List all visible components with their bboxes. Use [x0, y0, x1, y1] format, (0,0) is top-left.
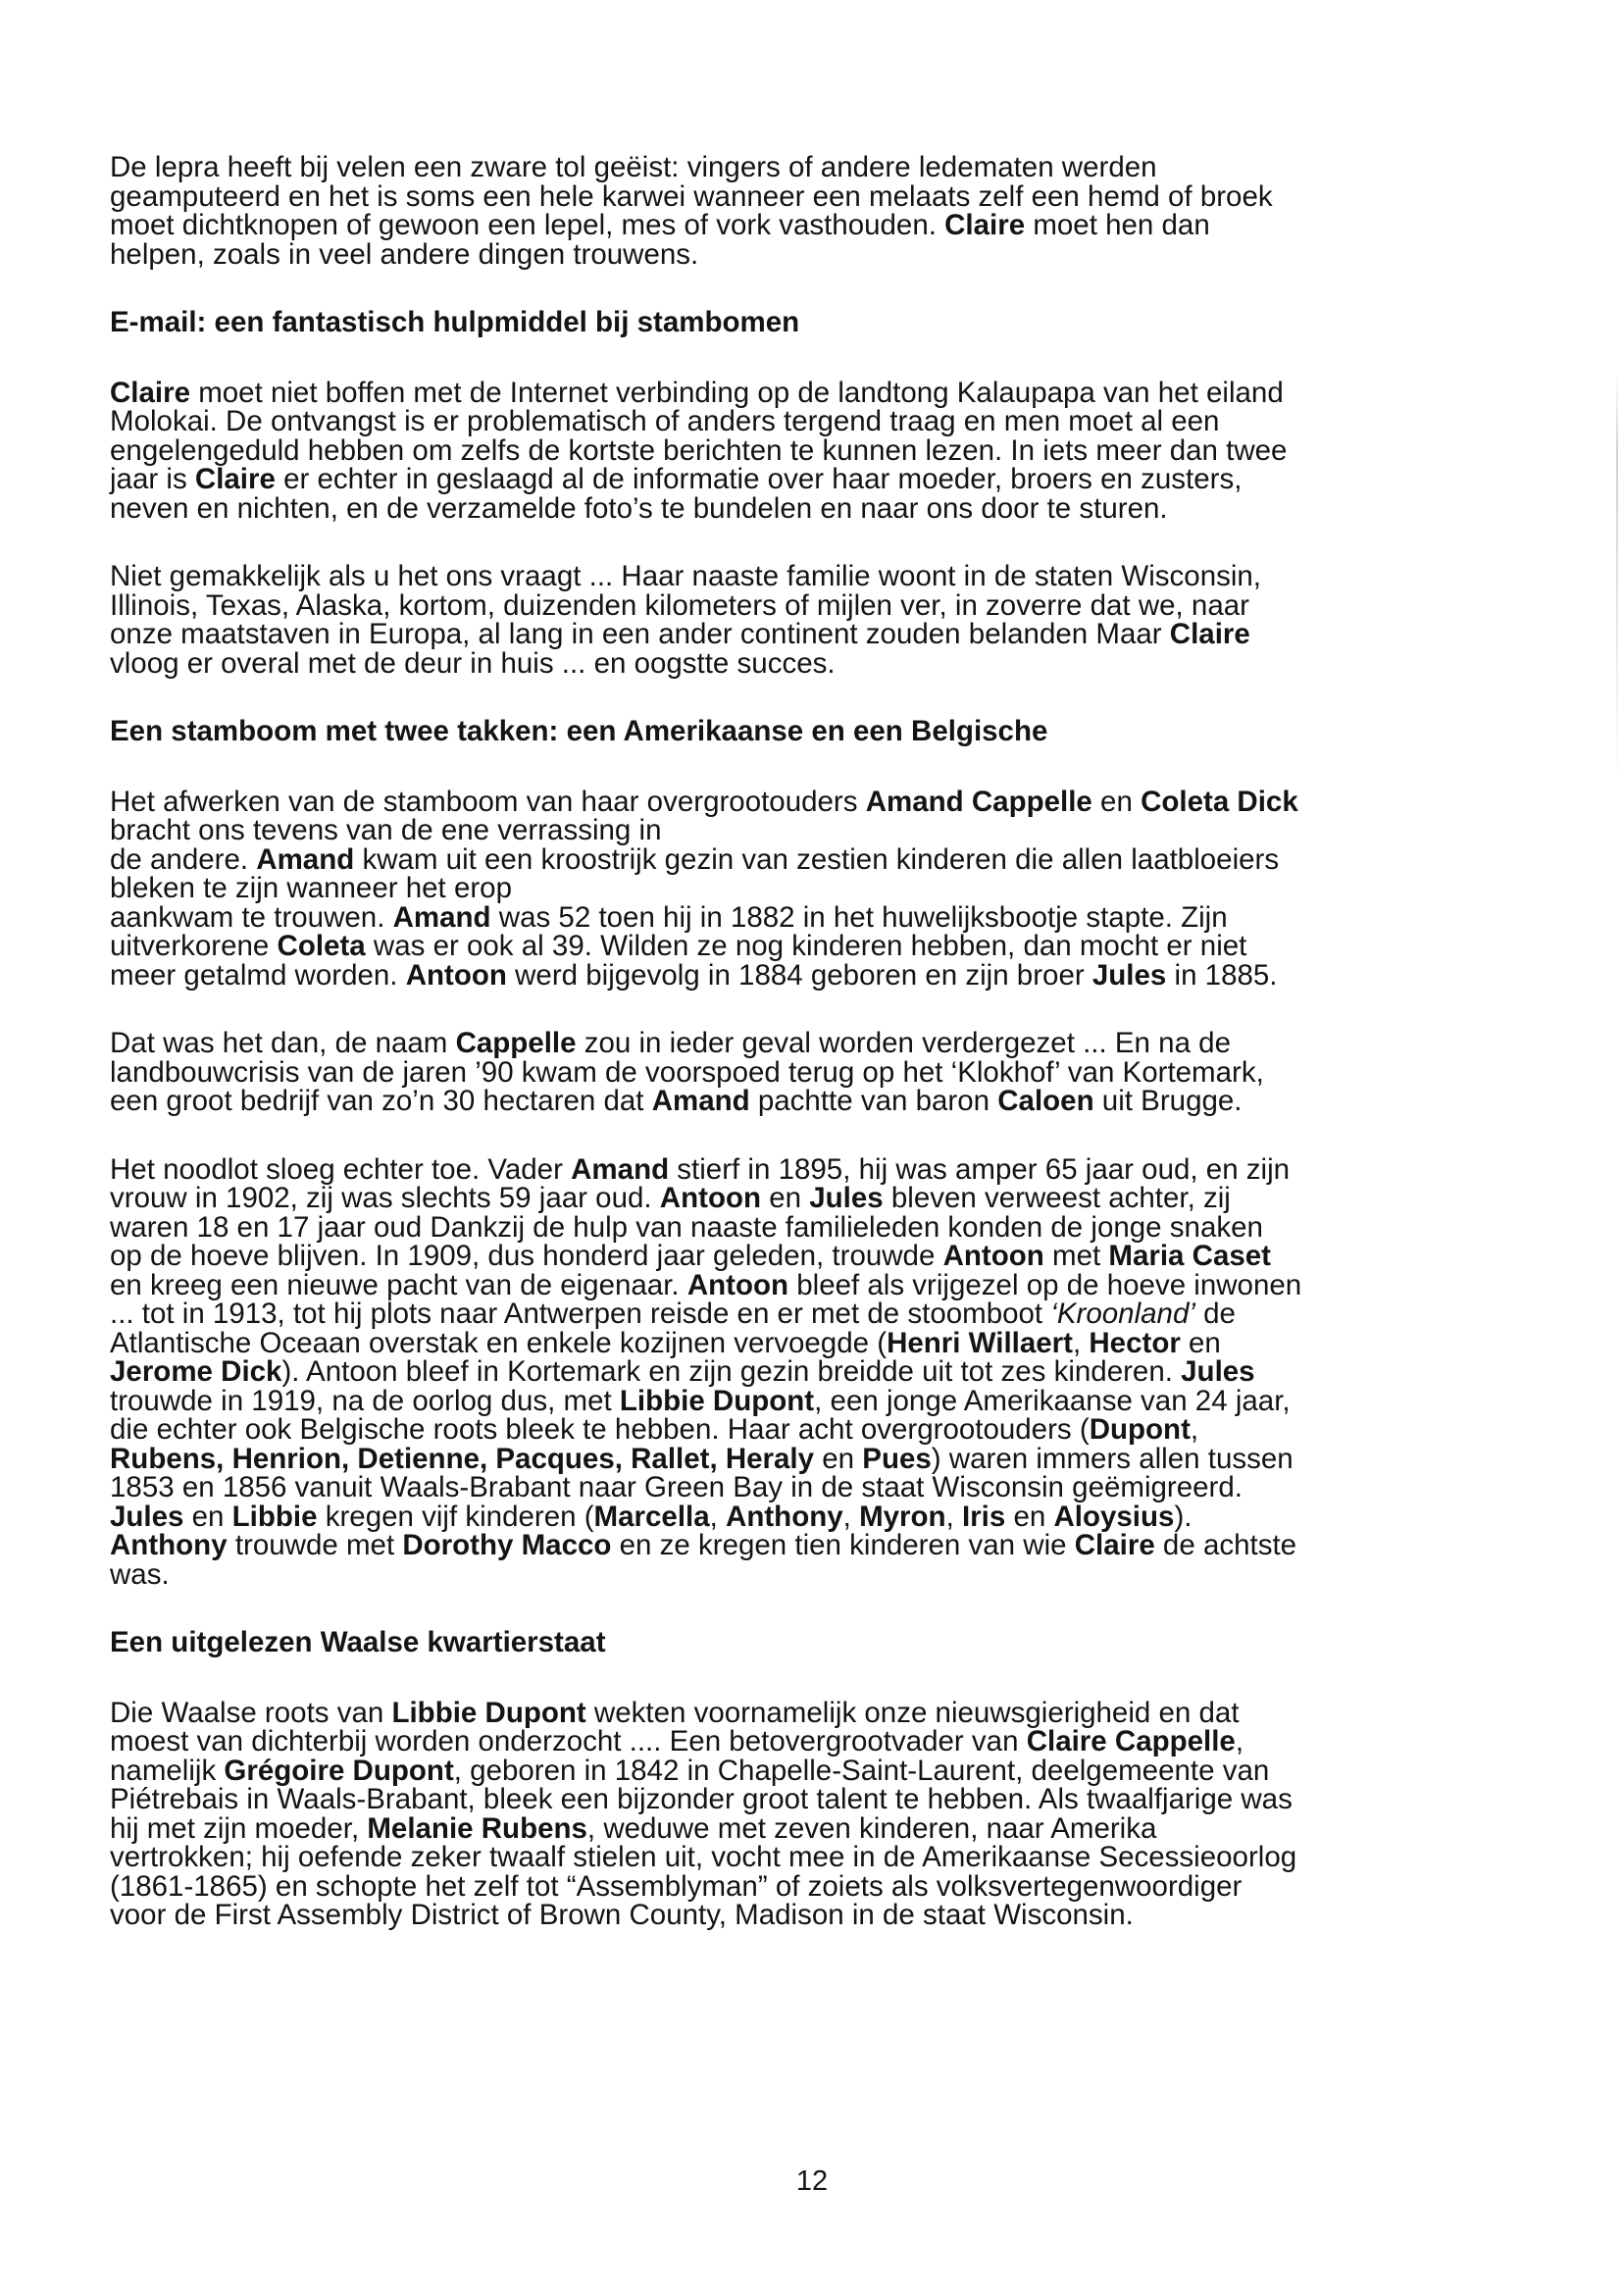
bold-name: Claire [944, 209, 1026, 241]
bold-name: Amand [256, 842, 355, 876]
section-stamboom [110, 785, 1459, 1591]
text-run: ). [1174, 1500, 1193, 1533]
text-line [110, 562, 1459, 591]
text-run: hij met zijn moeder, [110, 1811, 368, 1845]
text-run: , [1072, 1326, 1090, 1359]
text-line [110, 620, 1459, 649]
text-line [110, 1843, 1459, 1872]
text-line [110, 1152, 1459, 1186]
heading-stamboom: Een stamboom met twee takken: een Amerikaanse en een Belgische [110, 715, 1048, 747]
text-line [110, 785, 1459, 818]
paragraph [110, 562, 1459, 678]
text-run: Niet gemakkelijk als u het ons vraagt ... Haar naaste familie woont in de staten Wisconsin, [110, 560, 1262, 592]
text-run: , [1235, 1725, 1244, 1757]
text-line [110, 1785, 1459, 1814]
text-run: ... tot in 1913, tot hij plots naar Antwerpen reisde en er met de stoomboot [110, 1298, 1051, 1330]
document-page [110, 153, 1459, 1969]
text-line [110, 1242, 1459, 1271]
text-line [110, 932, 1459, 961]
bold-name: Caloen [997, 1085, 1094, 1117]
bold-name: Iris [961, 1500, 1006, 1533]
bold-name: Jules [110, 1500, 184, 1533]
text-run: was er ook al 39. Wilden ze nog kinderen hebben, dan mocht er niet [365, 930, 1247, 962]
text-run: ). Antoon bleef in Kortemark en zijn gezin breidde uit tot zes kinderen. [281, 1355, 1182, 1388]
text-line [110, 1299, 1459, 1329]
text-run: , geboren in 1842 in Chapelle-Saint-Laurent, deelgemeente van [453, 1754, 1270, 1787]
text-run: een groot bedrijf van zo’n 30 hectaren dat [110, 1085, 652, 1117]
text-run: , weduwe met zeven kinderen, naar Amerika [586, 1811, 1157, 1845]
text-line [110, 1869, 1459, 1903]
paragraph [110, 376, 1459, 525]
text-line [110, 1326, 1459, 1359]
text-run: vrouw in 1902, zij was slechts 59 jaar oud. [110, 1182, 660, 1214]
text-line [110, 646, 1459, 680]
bold-name: Jules [809, 1182, 884, 1214]
text-run: bleken te zijn wanneer het erop [110, 872, 512, 904]
text-run: moet dichtknopen of gewoon een lepel, mes of vork vasthouden. [110, 209, 945, 241]
bold-name: Dorothy Macco [402, 1529, 612, 1561]
text-run: vertrokken; hij oefende zeker twaalf stielen uit, vocht mee in de Amerikaanse Secessieoorlog [110, 1841, 1297, 1873]
text-run: en [761, 1182, 810, 1214]
text-run: aankwam te trouwen. [110, 900, 393, 934]
bold-name: Claire [1169, 618, 1250, 650]
text-line [110, 237, 1459, 271]
text-line [110, 1811, 1459, 1845]
bold-name: Jules [1181, 1355, 1255, 1388]
text-run: en [814, 1442, 863, 1475]
bold-name: Anthony [726, 1500, 843, 1533]
text-line [110, 1756, 1459, 1786]
section-email [110, 376, 1459, 680]
text-run: en kreeg een nieuwe pacht van de eigenaar. [110, 1268, 687, 1301]
text-line [110, 1901, 1459, 1930]
bold-name: Amand [571, 1152, 670, 1186]
bold-name: Grégoire Dupont [224, 1754, 454, 1787]
text-run: stierf in 1895, hij was amper 65 jaar oud, en zijn [669, 1152, 1291, 1186]
paragraph [110, 1152, 1459, 1591]
text-line [110, 842, 1459, 876]
text-line [110, 211, 1459, 240]
text-run: de [1194, 1298, 1236, 1330]
text-line [110, 1210, 1459, 1244]
text-run: en [1091, 785, 1142, 818]
text-run: 1853 en 1856 vanuit Waals-Brabant naar Green Bay in de staat Wisconsin geëmigreerd. [110, 1471, 1243, 1503]
text-line [110, 1557, 1459, 1591]
text-line [110, 1087, 1459, 1116]
bold-name: Aloysius [1053, 1500, 1175, 1533]
text-run: geamputeerd en het is soms een hele karwei wanneer een melaats zelf een hemd of broek [110, 179, 1273, 213]
intro-paragraphs [110, 153, 1459, 269]
bold-name: Dupont [1089, 1413, 1191, 1446]
text-line [110, 465, 1459, 494]
text-run: trouwde met [227, 1529, 403, 1561]
text-run: en ze kregen tien kinderen van wie [611, 1529, 1075, 1561]
text-run: Het afwerken van de stamboom van haar overgrootouders [110, 785, 866, 818]
bold-name: Cappelle [455, 1027, 577, 1059]
text-line [110, 1029, 1459, 1058]
text-run: (1861-1865) en schopte het zelf tot “Assemblyman” of zoiets als volksvertegenwoordiger [110, 1869, 1243, 1903]
text-run: kregen vijf kinderen ( [317, 1500, 594, 1533]
text-line [110, 1384, 1459, 1417]
text-run: er echter in geslaagd al de informatie over haar moeder, broers en zusters, [275, 463, 1243, 495]
bold-name: Antoon [659, 1182, 762, 1214]
text-run: , een jonge Amerikaanse van 24 jaar, [814, 1384, 1291, 1417]
bold-name: Coleta Dick [1141, 785, 1298, 818]
text-run: kwam uit een kroostrijk gezin van zestien kinderen die allen laatbloeiers [354, 842, 1280, 876]
text-run: bleef als vrijgezel op de hoeve inwonen [788, 1268, 1302, 1301]
page-number: 12 [795, 2165, 829, 2197]
text-run: Piétrebais in Waals-Brabant, bleek een bijzonder groot talent te hebben. Als twaalfjarige was [110, 1783, 1293, 1815]
text-run: bracht ons tevens van de ene verrassing in [110, 814, 662, 846]
paragraph [110, 1029, 1459, 1116]
text-run: De lepra heeft bij velen een zware tol geëist: vingers of andere ledematen werden [110, 151, 1157, 183]
bold-name: Amand [392, 900, 491, 934]
text-run: uit Brugge. [1093, 1085, 1243, 1117]
bold-name: Jerome Dick [110, 1355, 282, 1388]
text-run: engelengeduld hebben om zelfs de kortste berichten te kunnen lezen. In iets meer dan twee [110, 433, 1288, 467]
text-run: , [945, 1500, 962, 1533]
text-line [110, 1415, 1459, 1445]
bold-name: Henri Willaert [887, 1326, 1073, 1359]
text-run: voor de First Assembly District of Brown County, Madison in de staat Wisconsin. [110, 1899, 1134, 1931]
bold-name: Claire [194, 463, 276, 495]
text-line [110, 588, 1459, 622]
text-run: Dat was het dan, de naam [110, 1027, 456, 1059]
text-run: meer getalmd worden. [110, 958, 406, 992]
bold-name: Claire Cappelle [1026, 1725, 1236, 1757]
text-line [110, 407, 1459, 436]
text-run: Molokai. De ontvangst is er problematisch of anders tergend traag en men moet al een [110, 405, 1220, 437]
text-run: en [1005, 1500, 1054, 1533]
bold-name: Antoon [942, 1240, 1044, 1272]
text-run: ) waren immers allen tussen [931, 1442, 1294, 1475]
text-run: trouwde in 1919, na de oorlog dus, met [110, 1384, 620, 1417]
text-line [110, 958, 1459, 992]
bold-name: Coleta [277, 930, 366, 962]
bold-name: Rubens, Henrion, Detienne, Pacques, Rallet, Heraly [110, 1442, 815, 1475]
text-line [110, 874, 1459, 903]
text-run: die echter ook Belgische roots bleek te hebben. Haar acht overgrootouders ( [110, 1413, 1090, 1446]
heading-kwartierstaat: Een uitgelezen Waalse kwartierstaat [110, 1626, 606, 1658]
text-line [110, 1055, 1459, 1089]
text-line [110, 1473, 1459, 1502]
text-line [110, 1727, 1459, 1756]
text-run: bleven verweest achter, zij [883, 1182, 1231, 1214]
text-run: Het noodlot sloeg echter toe. Vader [110, 1152, 572, 1186]
text-run: onze maatstaven in Europa, al lang in een ander continent zouden belanden Maar [110, 618, 1170, 650]
bold-name: Myron [859, 1500, 946, 1533]
text-run: moest van dichterbij worden onderzocht .... Een betovergrootvader van [110, 1725, 1027, 1757]
bold-name: Pues [862, 1442, 932, 1475]
bold-name: Melanie Rubens [367, 1811, 587, 1845]
text-line [110, 900, 1459, 934]
text-line [110, 1268, 1459, 1301]
scan-edge-mark [1616, 373, 1618, 785]
text-run: en [1180, 1326, 1221, 1359]
text-run: pachtte van baron [749, 1085, 998, 1117]
text-line [110, 491, 1459, 525]
text-run: Illinois, Texas, Alaska, kortom, duizenden kilometers of mijlen ver, in zoverre dat we, naar [110, 588, 1249, 622]
text-run: namelijk [110, 1754, 225, 1787]
bold-name: Antoon [686, 1268, 789, 1301]
text-run: was 52 toen hij in 1882 in het huwelijksbootje stapte. Zijn [490, 900, 1228, 934]
text-run: uitverkorene [110, 930, 278, 962]
paragraph [110, 153, 1459, 269]
heading-email: E-mail: een fantastisch hulpmiddel bij stambomen [110, 306, 800, 338]
text-line [110, 433, 1459, 467]
text-run: in 1885. [1166, 958, 1278, 992]
text-run: moet hen dan [1025, 209, 1210, 241]
text-line [110, 1442, 1459, 1475]
bold-name: Amand [651, 1085, 750, 1117]
text-run: , [709, 1500, 727, 1533]
text-run: op de hoeve blijven. In 1909, dus honderd jaar geleden, trouwde [110, 1240, 943, 1272]
bold-name: Maria Caset [1108, 1240, 1271, 1272]
bold-name: Libbie [231, 1500, 318, 1533]
italic-text: ‘Kroonland’ [1050, 1298, 1195, 1330]
bold-name: Amand Cappelle [865, 785, 1092, 818]
text-run: , [842, 1500, 860, 1533]
text-run: neven en nichten, en de verzamelde foto’s te bundelen en naar ons door te sturen. [110, 491, 1168, 525]
text-line [110, 1357, 1459, 1387]
paragraph [110, 785, 1459, 992]
bold-name: Hector [1089, 1326, 1181, 1359]
text-run: met [1043, 1240, 1109, 1272]
text-line [110, 1184, 1459, 1213]
text-run: helpen, zoals in veel andere dingen trouwens. [110, 237, 699, 271]
text-run: was. [110, 1557, 170, 1591]
text-line [110, 816, 1459, 845]
text-run: landbouwcrisis van de jaren ’90 kwam de voorspoed terug op het ‘Klokhof’ van Kortemark, [110, 1055, 1264, 1089]
text-line [110, 1502, 1459, 1532]
text-run: zou in ieder geval worden verdergezet ... En na de [576, 1027, 1231, 1059]
section-kwartierstaat [110, 1696, 1459, 1931]
text-run: moet niet boffen met de Internet verbinding op de landtong Kalaupapa van het eiland [190, 376, 1284, 409]
text-run: en [183, 1500, 232, 1533]
bold-name: Libbie Dupont [619, 1384, 815, 1417]
text-line [110, 1531, 1459, 1560]
text-run: Atlantische Oceaan overstak en enkele kozijnen vervoegde ( [110, 1326, 888, 1359]
text-run: vloog er overal met de deur in huis ... en oogstte succes. [110, 646, 836, 680]
bold-name: Claire [1074, 1529, 1155, 1561]
text-line [110, 1696, 1459, 1729]
text-run: , [1190, 1413, 1199, 1446]
text-run: Die Waalse roots van [110, 1696, 392, 1729]
bold-name: Antoon [405, 958, 507, 992]
bold-name: Anthony [110, 1529, 228, 1561]
text-run: jaar is [110, 463, 195, 495]
text-run: waren 18 en 17 jaar oud Dankzij de hulp van naaste familieleden konden de jonge snaken [110, 1210, 1263, 1244]
text-line [110, 153, 1459, 182]
text-line [110, 376, 1459, 409]
paragraph [110, 1696, 1459, 1931]
bold-name: Marcella [593, 1500, 710, 1533]
bold-name: Jules [1091, 958, 1167, 992]
text-run: wekten voornamelijk onze nieuwsgierigheid en dat [585, 1696, 1240, 1729]
bold-name: Claire [110, 376, 190, 409]
text-run: werd bijgevolg in 1884 geboren en zijn broer [506, 958, 1092, 992]
text-run: de andere. [110, 842, 257, 876]
text-line [110, 179, 1459, 213]
text-run: de achtste [1154, 1529, 1297, 1561]
bold-name: Libbie Dupont [391, 1696, 586, 1729]
